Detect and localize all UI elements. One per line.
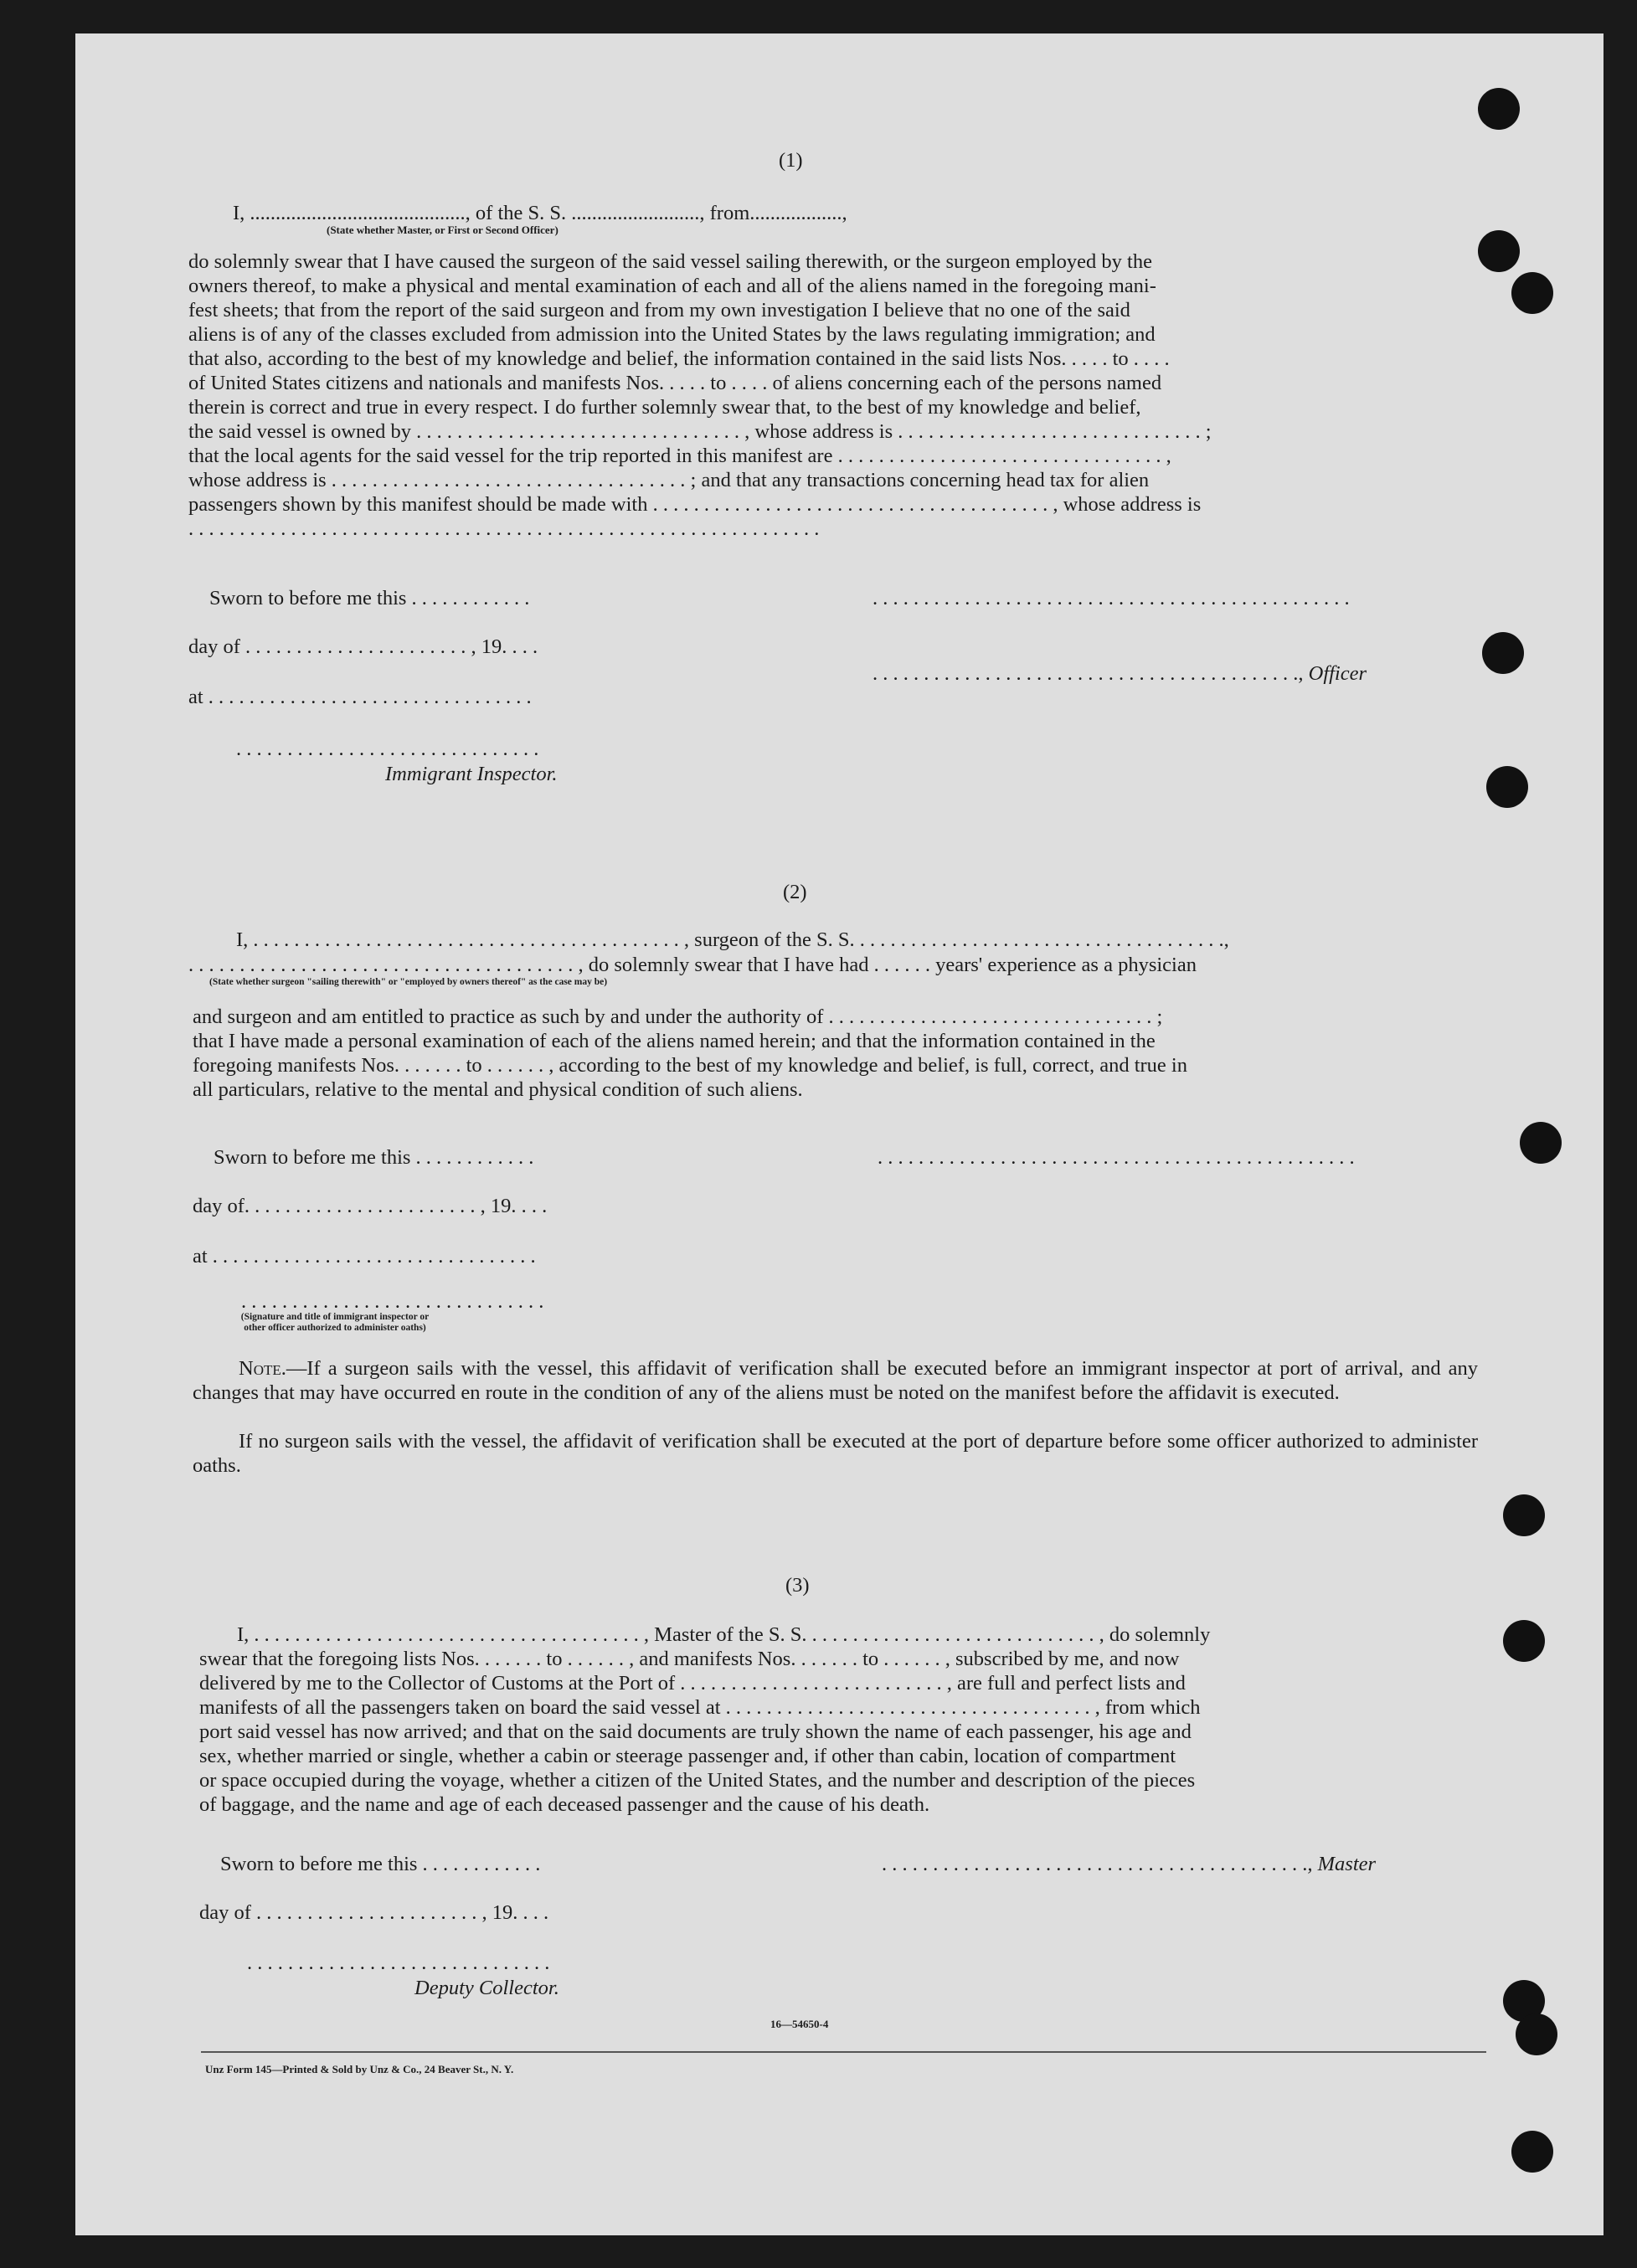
immigrant-inspector-label: Immigrant Inspector. — [385, 763, 558, 785]
section-2-at: at . . . . . . . . . . . . . . . . . . . . . . . . . . . . . . . . — [193, 1245, 536, 1268]
section-1-right-blank: . . . . . . . . . . . . . . . . . . . . . . . . . . . . . . . . . . . . . . . . . . . . . . . — [873, 587, 1350, 609]
paragraph-line: that the local agents for the said vessel for the trip reported in this manifest are . . . . . . . . . . . . . . . . . . . . . . . . . . . . . . . . , — [188, 445, 1171, 467]
master-label: , Master — [1307, 1853, 1377, 1875]
officer-rank-note: (State whether Master, or First or Second Officer) — [327, 224, 559, 236]
paragraph-line: sex, whether married or single, whether a cabin or steerage passenger and, if other than cabin, location of compartment — [199, 1745, 1176, 1767]
punch-hole-mark — [1503, 1620, 1545, 1662]
section-3-sig-blank: . . . . . . . . . . . . . . . . . . . . . . . . . . . . . . — [247, 1952, 550, 1974]
punch-hole-mark — [1486, 766, 1528, 808]
printer-footer: Unz Form 145—Printed & Sold by Unz & Co., 24 Beaver St., N. Y. — [205, 2063, 514, 2075]
section-3-master-line — [882, 1852, 1376, 1876]
officer-label: , Officer — [1298, 662, 1367, 685]
paragraph-line: of United States citizens and nationals and manifests Nos. . . . . to . . . . of aliens concerning each of the persons named — [188, 372, 1162, 394]
section-1-at: at . . . . . . . . . . . . . . . . . . . . . . . . . . . . . . . . — [188, 686, 532, 708]
note-text: —If a surgeon sails with the vessel, this affidavit of verification shall be executed before an immigrant inspector at port of arrival, and any changes that may have occurred en route in the condition of any of the aliens must be noted on the manifest before the affidavit is executed. — [193, 1357, 1478, 1404]
punch-hole-mark — [1503, 1494, 1545, 1536]
section-1-paragraph — [188, 249, 1474, 541]
punch-hole-mark — [1478, 230, 1520, 272]
master-signature-blank: . . . . . . . . . . . . . . . . . . . . . . . . . . . . . . . . . . . . . . . . . . — [882, 1853, 1308, 1875]
section-3-paragraph — [199, 1623, 1485, 1817]
paragraph-line: fest sheets; that from the report of the said surgeon and from my own investigation I believe that no one of the said — [188, 299, 1130, 321]
paragraph-line: I, . . . . . . . . . . . . . . . . . . . . . . . . . . . . . . . . . . . . . . , Master of the S. S. . . . . . . . . . . . . . . . . . . . . . . . . . . . . , do solemnly — [237, 1623, 1211, 1646]
punch-hole-mark — [1482, 632, 1524, 674]
section-3-number: (3) — [785, 1574, 810, 1597]
paragraph-line: . . . . . . . . . . . . . . . . . . . . . . . . . . . . . . . . . . . . . . . . . . . . . . . . . . . . . . . . . . . . . . — [188, 517, 820, 540]
paragraph-line: do solemnly swear that I have caused the surgeon of the said vessel sailing therewith, or the surgeon employed by the — [188, 250, 1152, 273]
punch-hole-mark — [1478, 88, 1520, 130]
paragraph-line: and surgeon and am entitled to practice as such by and under the authority of . . . . . . . . . . . . . . . . . . . . . . . . . . . . . . . . ; — [193, 1005, 1163, 1028]
note-text: If no surgeon sails with the vessel, the affidavit of verification shall be executed at the port of departure before some officer authorized to administer oaths. — [193, 1430, 1478, 1477]
punch-hole-mark — [1516, 2013, 1557, 2055]
paragraph-line: delivered by me to the Collector of Customs at the Port of . . . . . . . . . . . . . . . . . . . . . . . . . . , are full and perfect lists and — [199, 1672, 1186, 1695]
footer-rule — [201, 2051, 1486, 2053]
paragraph-line: that I have made a personal examination of each of the aliens named herein; and that the information contained in the — [193, 1030, 1156, 1052]
deputy-collector-label: Deputy Collector. — [414, 1977, 559, 1999]
officer-name-blank: .......................................... — [250, 202, 466, 224]
paragraph-line: swear that the foregoing lists Nos. . . . . . . to . . . . . . , and manifests Nos. . . . . . . to . . . . . . , subscribed by me, and now — [199, 1648, 1180, 1670]
surgeon-type-note: (State whether surgeon "sailing therewith" or "employed by owners thereof" as the case may be) — [209, 977, 608, 987]
officer-signature-blank: . . . . . . . . . . . . . . . . . . . . . . . . . . . . . . . . . . . . . . . . . . — [873, 662, 1299, 685]
paragraph-line: that also, according to the best of my knowledge and belief, the information contained in the said lists Nos. . . . . to . . . . — [188, 347, 1170, 370]
punch-hole-mark — [1511, 272, 1553, 314]
section-1-number: (1) — [779, 149, 803, 172]
section-1-first-line — [233, 201, 847, 225]
paragraph-line: owners thereof, to make a physical and mental examination of each and all of the aliens named in the foregoing mani- — [188, 275, 1156, 297]
note-paragraph-2 — [193, 1429, 1478, 1478]
form-code: 16—54650-4 — [770, 2018, 829, 2030]
section-2-day-of: day of. . . . . . . . . . . . . . . . . . . . . . . , 19. . . . — [193, 1195, 548, 1217]
section-2-sworn: Sworn to before me this . . . . . . . . . . . . — [214, 1146, 534, 1169]
note-label: Note. — [239, 1357, 286, 1380]
section-1-day-of: day of . . . . . . . . . . . . . . . . . . . . . . , 19. . . . — [188, 635, 538, 658]
section-2-sig-blank: . . . . . . . . . . . . . . . . . . . . . . . . . . . . . . — [241, 1290, 544, 1313]
pronoun-i: I, — [233, 202, 245, 224]
section-1-officer-line — [873, 661, 1367, 686]
manifest-form-page — [75, 33, 1604, 2235]
from-label: , from — [699, 202, 750, 224]
note-paragraph — [193, 1356, 1478, 1405]
paragraph-line: foregoing manifests Nos. . . . . . . to . . . . . . , according to the best of my knowledge and belief, is full, correct, and true in — [193, 1054, 1187, 1077]
paragraph-line: port said vessel has now arrived; and that on the said documents are truly shown the name of each passenger, his age and — [199, 1720, 1192, 1743]
section-2-paragraph — [193, 1005, 1478, 1102]
from-port-blank: .................., — [749, 202, 847, 224]
punch-hole-mark — [1520, 1122, 1562, 1164]
section-2-number: (2) — [783, 881, 807, 903]
paragraph-line: aliens is of any of the classes excluded from admission into the United States by the laws regulating immigration; and — [188, 323, 1156, 346]
paragraph-line: the said vessel is owned by . . . . . . . . . . . . . . . . . . . . . . . . . . . . . . . . , whose address is . . . . . . . . . . . . . . . . . . . . . . . . . . . . . . ; — [188, 420, 1212, 443]
section-2-line-2: . . . . . . . . . . . . . . . . . . . . . . . . . . . . . . . . . . . . . . , do solemnly swear that I have had . . . . . . years' experience as a physician — [188, 954, 1197, 976]
of-the-ss-label: , of the S. S. — [465, 202, 567, 224]
paragraph-line: passengers shown by this manifest should be made with . . . . . . . . . . . . . . . . . . . . . . . . . . . . . . . . . . . . . . . , whose address is — [188, 493, 1202, 516]
paragraph-line: whose address is . . . . . . . . . . . . . . . . . . . . . . . . . . . . . . . . . . . ; and that any transactions concerning head tax for alien — [188, 469, 1150, 491]
vessel-name-blank: ......................... — [571, 202, 700, 224]
paragraph-line: or space occupied during the voyage, whether a citizen of the United States, and the number and description of the pieces — [199, 1769, 1196, 1792]
paragraph-line: all particulars, relative to the mental and physical condition of such aliens. — [193, 1078, 803, 1101]
section-3-sworn: Sworn to before me this . . . . . . . . . . . . — [220, 1853, 541, 1875]
signature-title-note: (Signature and title of immigrant inspector or other officer authorized to administer oaths) — [240, 1312, 430, 1333]
paragraph-line: manifests of all the passengers taken on board the said vessel at . . . . . . . . . . . . . . . . . . . . . . . . . . . . . . . . . . . . , from which — [199, 1696, 1201, 1719]
section-3-day-of: day of . . . . . . . . . . . . . . . . . . . . . . , 19. . . . — [199, 1901, 549, 1924]
paragraph-line: therein is correct and true in every respect. I do further solemnly swear that, to the best of my knowledge and belief, — [188, 396, 1141, 419]
punch-hole-mark — [1511, 2131, 1553, 2173]
paragraph-line: of baggage, and the name and age of each deceased passenger and the cause of his death. — [199, 1793, 930, 1816]
section-2-line-1: I, . . . . . . . . . . . . . . . . . . . . . . . . . . . . . . . . . . . . . . . . . . , surgeon of the S. S. . . . . . . . . . . . . . . . . . . . . . . . . . . . . . . . . . . . ., — [236, 928, 1229, 951]
section-1-sworn: Sworn to before me this . . . . . . . . . . . . — [209, 587, 530, 609]
section-2-right-blank: . . . . . . . . . . . . . . . . . . . . . . . . . . . . . . . . . . . . . . . . . . . . . . . — [878, 1146, 1355, 1169]
section-1-sig-blank: . . . . . . . . . . . . . . . . . . . . . . . . . . . . . . — [236, 738, 539, 760]
